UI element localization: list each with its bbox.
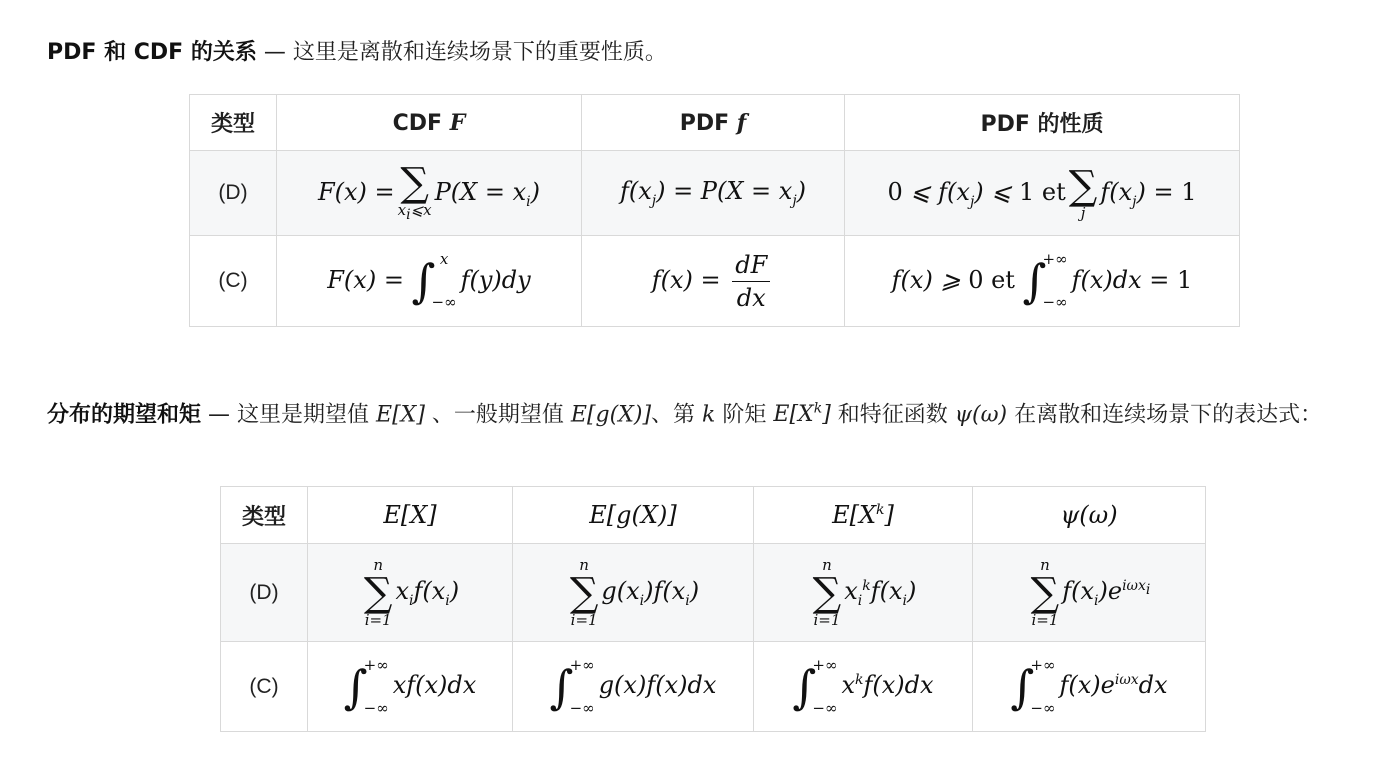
section-text: 和特征函数: [830, 402, 955, 428]
formula-cell: ∫ +∞ −∞ g(x)f(x)dx: [513, 642, 754, 732]
header-characteristic-function: ψ(ω): [973, 487, 1206, 544]
formula-cell: n ∑ i=1 $x_if(x_i)$: [308, 544, 513, 642]
cdf-formula: F(x) = ∫ x −∞ f(y)dy: [277, 236, 582, 327]
cdf-formula: F(x) = ∑ $x_i⩽x$ $P(X = x_i)$: [277, 151, 582, 236]
inline-math: k: [702, 402, 716, 428]
table-row: [190, 236, 1240, 327]
formula-cell: ∫ +∞ −∞ $x^kf(x)dx$: [754, 642, 973, 732]
section-text: 在离散和连续场景下的表达式：: [1007, 402, 1323, 428]
section-text: 阶矩: [715, 402, 774, 428]
header-pdf-property: PDF 的性质: [845, 95, 1240, 151]
table-row: [221, 642, 1206, 732]
pdf-property-formula: 0 ⩽ $f(x_j)$ ⩽ 1 et ∑ j $f(x_j) = 1$: [845, 151, 1240, 236]
expectation-moments-table: [220, 486, 1206, 732]
table-header-row: [190, 95, 1240, 151]
formula-cell: n ∑ i=1 $x_i^kf(x_i)$: [754, 544, 973, 642]
formula-cell: n ∑ i=1 $g(x_i)f(x_i)$: [513, 544, 754, 642]
row-type-label: (C): [221, 642, 308, 732]
section-expectation-intro: [47, 390, 1382, 434]
header-pdf: PDF f: [582, 95, 845, 151]
row-type-label: (D): [221, 544, 308, 642]
formula-cell: ∫ +∞ −∞ $f(x)e^{i\omega x}dx$: [973, 642, 1206, 732]
pdf-property-formula: f(x) ⩾ 0 et ∫ +∞ −∞ f(x)dx = 1: [845, 236, 1240, 327]
pdf-formula: f(x) = $\frac{dF}{dx}$: [582, 236, 845, 327]
formula-cell: ∫ +∞ −∞ xf(x)dx: [308, 642, 513, 732]
pdf-cdf-table: [189, 94, 1240, 327]
section-text: 、一般期望值: [424, 402, 571, 428]
header-type: 类型: [190, 95, 277, 151]
inline-math: $E[X^k]$: [773, 401, 831, 428]
row-type-label: (C): [190, 236, 277, 327]
header-cdf: CDF F: [277, 95, 582, 151]
header-expectation: E[X]: [308, 487, 513, 544]
header-type: 类型: [221, 487, 308, 544]
table-row: [190, 151, 1240, 236]
section-title: PDF 和 CDF 的关系: [47, 40, 257, 65]
section-text: — 这里是离散和连续场景下的重要性质。: [263, 40, 667, 65]
header-general-expectation: E[g(X)]: [513, 487, 754, 544]
inline-math: E[X]: [376, 402, 425, 428]
formula-cell: n ∑ i=1 $f(x_i)e^{i\omega x_i}$: [973, 544, 1206, 642]
table-header-row: [221, 487, 1206, 544]
section-text: 、第: [651, 402, 703, 428]
pdf-formula: $f(x_j) = P(X = x_j)$: [582, 151, 845, 236]
header-moment: $E[X^k]$: [754, 487, 973, 544]
row-type-label: (D): [190, 151, 277, 236]
table-row: [221, 544, 1206, 642]
inline-math: ψ(ω): [954, 402, 1008, 428]
section-pdf-cdf-intro: [47, 34, 1382, 72]
inline-math: E[g(X)]: [570, 402, 652, 428]
section-text: — 这里是期望值: [208, 402, 377, 428]
section-title: 分布的期望和矩: [47, 402, 202, 428]
